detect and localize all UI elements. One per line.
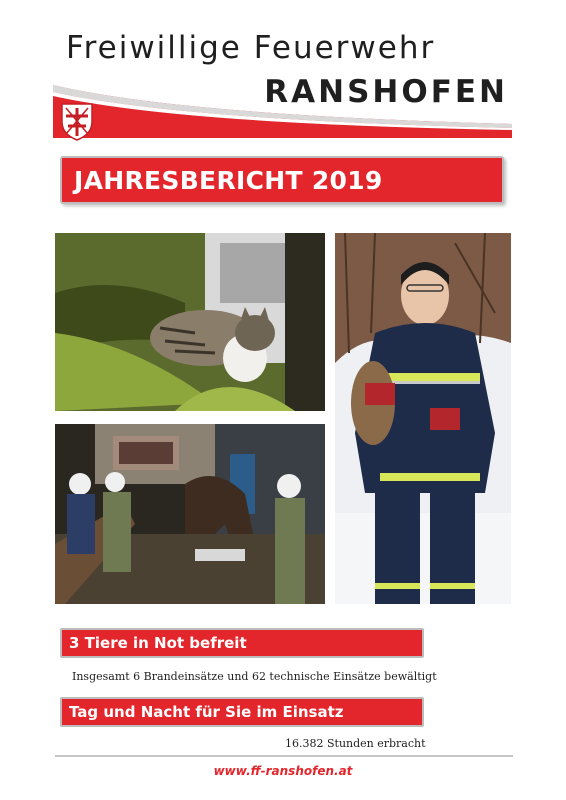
report-banner	[60, 156, 504, 204]
photo-cat-rescue	[55, 233, 325, 411]
title-line-1: Freiwillige Feuerwehr	[66, 30, 436, 66]
title-line-2: RANSHOFEN	[264, 74, 508, 110]
photo-horse-rescue	[55, 424, 325, 604]
website-link[interactable]: www.ff-ranshofen.at	[213, 764, 353, 778]
highlight-2-headline-bar	[60, 697, 424, 727]
highlight-1-subtext: Insgesamt 6 Brandeinsätze und 62 technische Einsätze bewältigt	[72, 670, 437, 683]
header-swoosh	[0, 80, 566, 150]
footer-divider	[55, 755, 513, 757]
highlight-1-headline: 3 Tiere in Not befreit	[69, 634, 247, 652]
highlight-1-headline-bar	[60, 628, 424, 658]
highlight-2-subtext: 16.382 Stunden erbracht	[285, 737, 426, 750]
photo-owl-rescue	[335, 233, 511, 604]
report-title: JAHRESBERICHT 2019	[74, 166, 383, 195]
highlight-2-headline: Tag und Nacht für Sie im Einsatz	[69, 703, 344, 721]
